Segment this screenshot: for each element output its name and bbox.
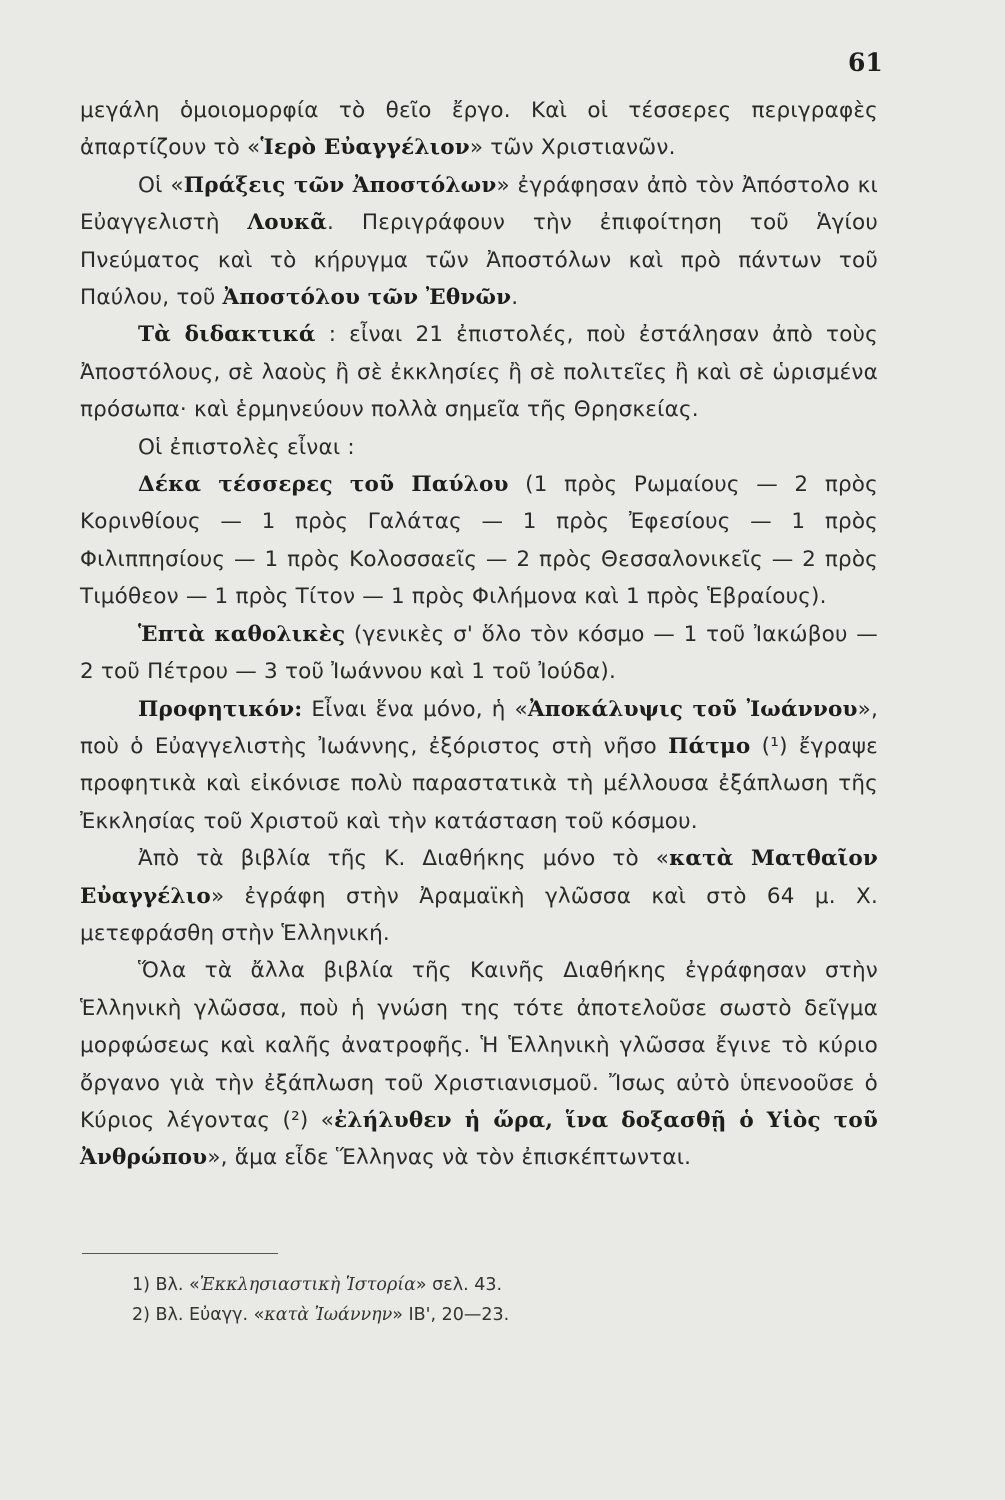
text-run: » ἐγράφησαν ἀπὸ τὸν Ἀπόστολο κι Εὐαγγελιστὴ bbox=[80, 172, 878, 236]
bold-term: Δέκα τέσσερες τοῦ Παύλου bbox=[138, 472, 509, 498]
paragraph-7 bbox=[80, 691, 878, 841]
bold-term: Ἀποστόλου τῶν Ἐθνῶν bbox=[222, 285, 512, 311]
text-run: Ἀπὸ τὰ βιβλία τῆς Κ. Διαθήκης μόνο τὸ « bbox=[138, 846, 670, 872]
bold-term: κατὰ Ματθαῖον Εὐαγγέλιο bbox=[80, 846, 878, 909]
text-run: Ὅλα τὰ ἄλλα βιβλία τῆς Καινῆς Διαθήκης ἐγράφησαν στὴν Ἑλληνικὴ γλῶσσα, ποὺ ἡ γνώση της τότε ἀποτελοῦσε σωστὸ δεῖγμα μορφώσεως καὶ καλῆς ἀνατροφῆς. Ἡ Ἑλληνικὴ γλῶσσα ἔγινε τὸ κύριο ὄργανο γιὰ τὴν ἐξάπλωση τοῦ Χριστιανισμοῦ. Ἴσως αὐτὸ ὑπενοοῦσε ὁ Κύριος λέγοντας (²) « bbox=[80, 958, 878, 1133]
text-run: » ἐγράφη στὴν Ἀραμαϊκὴ γλῶσσα καὶ στὸ 64 μ. Χ. μετεφράσθη στὴν Ἑλληνική. bbox=[80, 883, 878, 946]
text-run: . Περιγράφουν τὴν ἐπιφοίτηση τοῦ Ἁγίου Πνεύματος καὶ τὸ κήρυγμα τῶν Ἀποστόλων καὶ πρὸ πάντων τοῦ Παύλου, τοῦ bbox=[80, 210, 878, 311]
footnote-1 bbox=[132, 1270, 509, 1300]
bold-term: Προφητικόν: bbox=[138, 696, 303, 722]
italic-title: Ἐκκλησιαστικὴ Ἱστορία bbox=[199, 1275, 416, 1295]
bold-term: Ἑπτὰ καθολικὲς bbox=[138, 621, 346, 647]
footnote-divider bbox=[82, 1253, 278, 1254]
paragraph-4 bbox=[80, 429, 878, 466]
paragraph-1 bbox=[80, 92, 878, 167]
bold-term: Ἱερὸ Εὐαγγέλιον bbox=[260, 135, 470, 161]
text-run: (¹) ἔγραψε προφητικὰ καὶ εἰκόνισε πολὺ παραστατικὰ τὴ μέλλουσα ἐξάπλωση τῆς Ἐκκλησίας τοῦ Χριστοῦ καὶ τὴν κατάσταση τοῦ κόσμου. bbox=[80, 733, 878, 834]
text-run: » ΙΒ', 20—23. bbox=[392, 1305, 510, 1325]
footnotes bbox=[132, 1270, 509, 1330]
bold-term: ἐλήλυθεν ἡ ὥρα, ἵνα δοξασθῇ ὁ Υἱὸς τοῦ Ἀνθρώπου bbox=[80, 1107, 878, 1171]
bold-term: Λουκᾶ bbox=[247, 210, 328, 236]
paragraph-5 bbox=[80, 466, 878, 616]
text-run: Οἱ ἐπιστολὲς εἶναι : bbox=[138, 434, 355, 460]
text-run: 1) Βλ. « bbox=[132, 1275, 200, 1295]
italic-title: κατὰ Ἰωάννην bbox=[264, 1305, 393, 1325]
body-text bbox=[80, 92, 878, 1177]
bold-term: Τὰ διδακτικά bbox=[138, 322, 316, 348]
text-run: Εἶναι ἕνα μόνο, ἡ « bbox=[302, 696, 528, 722]
footnote-2 bbox=[132, 1300, 509, 1330]
text-run: » σελ. 43. bbox=[415, 1275, 503, 1295]
text-run: μεγάλη ὁμοιομορφία τὸ θεῖο ἔργο. Καὶ οἱ τέσσερες περιγραφὲς ἀπαρτίζουν τὸ « bbox=[80, 98, 878, 161]
page-number: 61 bbox=[848, 48, 883, 77]
text-run: 2) Βλ. Εὐαγγ. « bbox=[132, 1305, 265, 1325]
paragraph-3 bbox=[80, 316, 878, 428]
text-run: : εἶναι 21 ἐπιστολές, ποὺ ἐστάλησαν ἀπὸ τοὺς Ἀποστόλους, σὲ λαοὺς ἢ σὲ ἐκκλησίες ἢ σὲ πολιτεῖες ἢ καὶ σὲ ὡρισμένα πρόσωπα· καὶ ἑρμηνεύουν πολλὰ σημεῖα τῆς Θρησκείας. bbox=[80, 322, 879, 423]
text-run: », ἅμα εἶδε Ἕλληνας νὰ τὸν ἐπισκέπτωνται. bbox=[207, 1145, 692, 1171]
bold-term: Πράξεις τῶν Ἀποστόλων bbox=[183, 172, 497, 198]
paragraph-8 bbox=[80, 840, 878, 952]
bold-term: Πάτμο bbox=[668, 733, 751, 759]
text-run: (1 πρὸς Ρωμαίους — 2 πρὸς Κορινθίους — 1 πρὸς Γαλάτας — 1 πρὸς Ἐφεσίους — 1 πρὸς Φιλιππησίους — 1 πρὸς Κολοσσαεῖς — 2 πρὸς Θεσσαλονικεῖς — 2 πρὸς Τιμόθεον — 1 πρὸς Τίτον — 1 πρὸς Φιλήμονα καὶ 1 πρὸς Ἑβραίους). bbox=[80, 472, 878, 610]
paragraph-9 bbox=[80, 952, 878, 1176]
bold-term: Ἀποκάλυψις τοῦ Ἰωάννου bbox=[527, 696, 858, 722]
text-run: . bbox=[511, 285, 519, 311]
paragraph-2 bbox=[80, 167, 878, 317]
text-run: » τῶν Χριστιανῶν. bbox=[469, 135, 676, 161]
text-run: Οἱ « bbox=[138, 172, 184, 198]
paragraph-6 bbox=[80, 616, 878, 691]
text-run: (γενικὲς σ' ὅλο τὸν κόσμο — 1 τοῦ Ἰακώβου — 2 τοῦ Πέτρου — 3 τοῦ Ἰωάννου καὶ 1 τοῦ Ἰούδα). bbox=[80, 621, 878, 685]
text-run: », ποὺ ὁ Εὐαγγελιστὴς Ἰωάννης, ἐξόριστος στὴ νῆσο bbox=[80, 696, 879, 759]
